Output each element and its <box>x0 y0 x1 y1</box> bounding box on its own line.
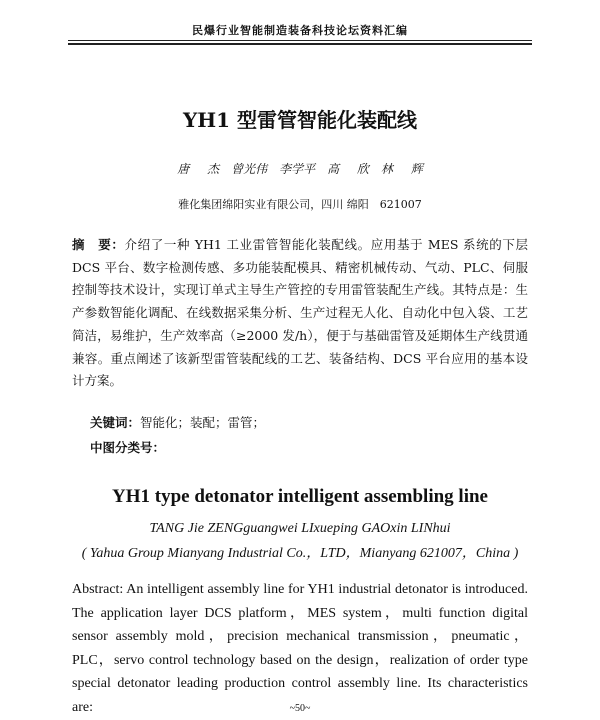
chinese-keywords <box>90 413 530 431</box>
abstract-label: 摘 要： <box>72 237 125 252</box>
classification-number <box>90 438 530 456</box>
chinese-title: YH1 型雷管智能化装配线 <box>182 108 418 132</box>
running-header: 民爆行业智能制造装备科技论坛资料汇编 <box>192 24 408 37</box>
chinese-authors: 唐 杰 曾光伟 李学平 高 欣 林 辉 <box>177 162 423 176</box>
english-affiliation: ( Yahua Group Mianyang Industrial Co.，LTD，Mianyang 621007，China ) <box>81 546 519 561</box>
english-authors: TANG Jie ZENGguangwei LIxueping GAOxin LINhui <box>149 521 451 536</box>
abstract-text: 介绍了一种 YH1 工业雷管智能化装配线。应用基于 MES 系统的下层 DCS 平台、数字检测传感、多功能装配模具、精密机械传动、气动、PLC、伺服控制等技术设计，实现订单式主导生产管控的专用雷管装配生产线。其特点是：生产参数智能化调配、在线数据采集分析、生产过程无人化、自动化中包入袋、工艺简洁，易维护，生产效率高（≥2000 发/h），便于与基础雷管及延期体生产线贯通兼容。重点阐述了该新型雷管装配线的工艺、装备结构、DCS 平台应用的基本设计方案。 <box>72 237 528 389</box>
header-rule-thick <box>68 43 532 45</box>
keywords-text: 智能化；装配；雷管； <box>140 415 266 430</box>
classification-label: 中图分类号： <box>90 440 166 455</box>
chinese-affiliation: 雅化集团绵阳实业有限公司，四川 绵阳 621007 <box>178 198 422 211</box>
english-title: YH1 type detonator intelligent assembling line <box>112 486 488 507</box>
header-rule <box>68 40 532 41</box>
keywords-label: 关键词： <box>90 415 141 430</box>
page-number: ~50~ <box>289 703 311 714</box>
chinese-abstract <box>72 234 528 393</box>
english-abstract: Abstract: An intelligent assembly line for YH1 industrial detonator is introduced. The application layer DCS platform，MES system，multi function digital sensor assembly mold，precision mechanical transmission，pneumatic，PLC，servo control technology based on the design，realization of order type special detonator leading production control assembly line. Its characteristics are: <box>72 582 528 715</box>
